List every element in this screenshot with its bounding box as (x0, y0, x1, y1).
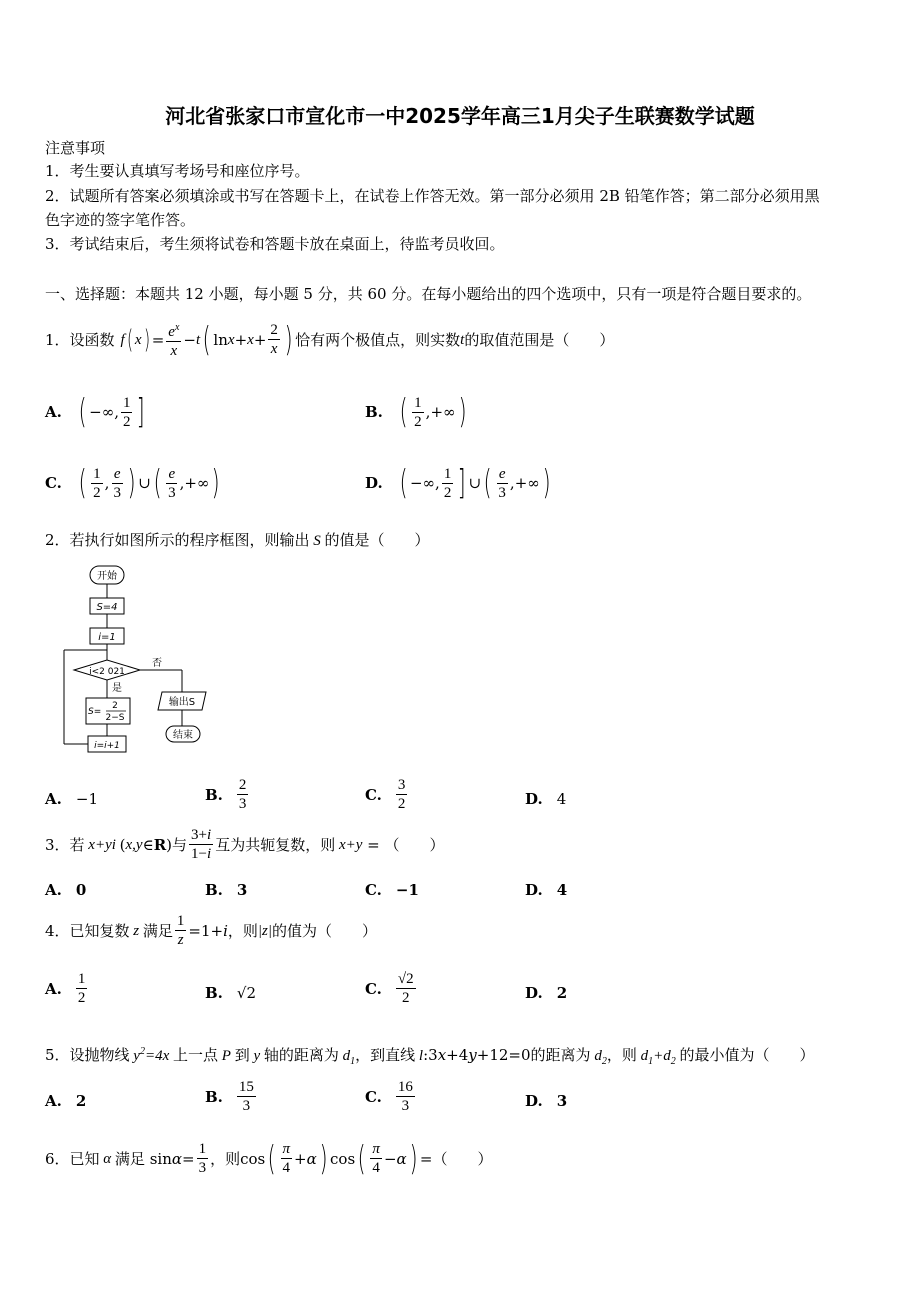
flow-end-label: 结束 (173, 730, 193, 741)
notes-heading: 注意事项 (45, 139, 106, 157)
q1-option-a: A. ( −∞, $\frac{1}{2}$ ] (45, 392, 146, 432)
note-1: 1．考生要认真填写考场号和座位序号。 (45, 162, 310, 180)
q2-option-a: A. −1 (45, 790, 98, 808)
q2-option-c: C. $\frac{3}{2}$ (365, 777, 406, 812)
q1-option-b: B. ( $\frac{1}{2}$ ,+∞ ) (365, 392, 467, 432)
q1-formula: f (120, 331, 125, 348)
q5-option-a: A. 2 (45, 1092, 87, 1110)
q4-option-a: A. $\frac{1}{2}$ (45, 971, 86, 1006)
q3-option-c: C. −1 (365, 881, 419, 899)
q2-option-b: B. $\frac{2}{3}$ (205, 777, 247, 812)
q1-text: 恰有两个极值点，则实数 (295, 330, 461, 349)
section-heading: 一、选择题：本题共 12 小题，每小题 5 分，共 60 分。在每小题给出的四个选项中，只有一项是符合题目要求的。 (45, 285, 812, 303)
q3-option-b: B. 3 (205, 881, 248, 899)
q4-option-c: C. $\frac{√2}{2}$ (365, 971, 414, 1006)
flow-update-s-label: S= (88, 707, 102, 717)
q5-option-b: B. $\frac{15}{3}$ (205, 1079, 254, 1114)
note-2-cont: 色字迹的签字笔作答。 (45, 211, 196, 229)
q1-frac-ex: $\frac{e^x}{x}$ (166, 319, 181, 360)
flowchart (60, 562, 220, 762)
q1-option-d: D. ( −∞, $\frac{1}{2}$ ] ∪ ( $\frac{e}{3}$ ,+∞ ) (365, 463, 551, 503)
q3-option-a: A. 0 (45, 881, 87, 899)
q2-option-d: D. 4 (525, 790, 567, 808)
question-6: 6．已知 α 满足 sinα= $\frac{1}{3}$ ，则 cos ( $\frac{\pi}{4}$ +α ) cos ( $\frac{\pi}{4}$ −α ) = （ ） (45, 1138, 493, 1179)
flow-output-label: 输出S (168, 697, 196, 708)
q4-option-b: B. √2 (205, 984, 257, 1002)
flow-yes-label: 是 (112, 683, 122, 694)
flow-i-init-label: i=1 (98, 632, 116, 643)
q2-text: 2．若执行如图所示的程序框图，则输出 (45, 531, 310, 549)
page-title: 河北省张家口市宣化市一中2025学年高三1月尖子生联赛数学试题 (165, 104, 755, 128)
q1-num: 1．设函数 (45, 330, 115, 349)
q1-option-c: C. ( $\frac{1}{2}$ , $\frac{e}{3}$ ) ∪ ( $\frac{e}{3}$ ,+∞ ) (45, 463, 221, 503)
question-4: 4．已知复数 z 满足 $\frac{1}{z}$ =1+i ，则 |z| 的值为（ ） (45, 913, 378, 948)
question-1: 1．设函数 f ( x ) = $\frac{e^x}{x}$ − t ( ln x + x + $\frac{2}{x}$ ) 恰有两个极值点，则实数 t 的取值范围是（ ） (45, 319, 615, 360)
note-2: 2．试题所有答案必须填涂或书写在答题卡上，在试卷上作答无效。第一部分必须用 2B 铅笔作答；第二部分必须用黑 (45, 187, 820, 205)
flow-cond-label: i<2 021 (89, 667, 125, 677)
flow-start-label: 开始 (97, 571, 117, 582)
question-3: 3．若 x+yi ( x,y ∈ R ) 与 $\frac{3+i}{1-i}$ 互为共轭复数，则 x+y = （ ） (45, 827, 445, 862)
q5-option-d: D. 3 (525, 1092, 568, 1110)
note-3: 3．考试结束后，考生须将试卷和答题卡放在桌面上，待监考员收回。 (45, 235, 505, 253)
q5-option-c: C. $\frac{16}{3}$ (365, 1079, 413, 1114)
flow-update-s-num: 2 (112, 701, 118, 711)
question-5: 5．设抛物线 $y^2=4x$ 上一点 P 到 y 轴的距离为 $d_1$，到直线 l:3x+4y+12=0的距离为 $d_2$，则 $d_1+d_2$ 的最小值为（ ） (45, 1046, 815, 1067)
flow-no-label: 否 (152, 658, 162, 669)
question-2: 2．若执行如图所示的程序框图，则输出 S 的值是（ ） (45, 531, 430, 549)
flow-s-init-label: S=4 (96, 602, 118, 613)
flow-update-s-den: 2−S (105, 713, 125, 723)
flow-update-i-label: i=i+1 (94, 741, 120, 751)
q3-option-d: D. 4 (525, 881, 568, 899)
q4-option-d: D. 2 (525, 984, 568, 1002)
q1-text2: 的取值范围是（ ） (464, 330, 615, 349)
q2-text2: 的值是（ ） (324, 531, 430, 549)
